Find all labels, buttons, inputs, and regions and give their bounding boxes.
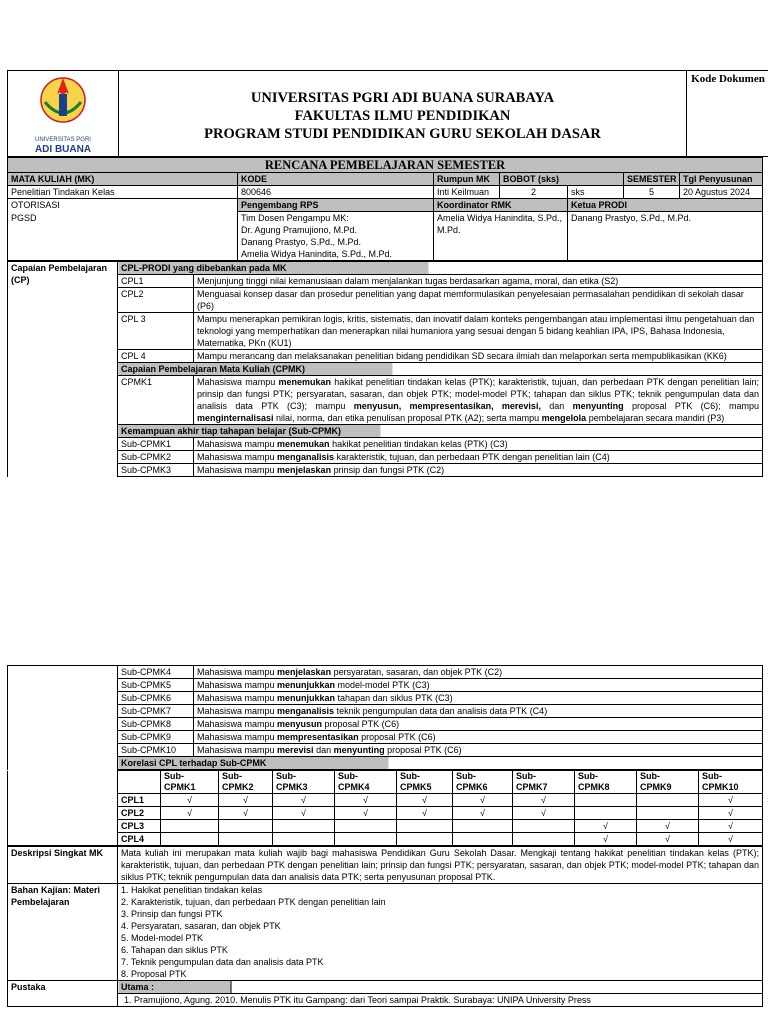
sub-cpmk-header-text: Kemampuan akhir tiap tahapan belajar (Sub-CPMK)	[121, 426, 342, 436]
cpl-code: CPL 3	[118, 313, 194, 350]
pengembang-line: Tim Dosen Pengampu MK:	[241, 213, 349, 223]
korelasi-cell: √	[219, 794, 273, 807]
korelasi-col-header: Sub- CPMK7	[513, 771, 575, 794]
sub-cpmk-text: Mahasiswa mampu mempresentasikan proposal PTK (C6)	[194, 731, 763, 744]
korelasi-cell: √	[575, 820, 637, 833]
korelasi-cell: √	[397, 794, 453, 807]
korelasi-cell	[335, 833, 397, 846]
sub-cpmk-text: Mahasiswa mampu menjelaskan persyaratan, sasaran, dan objek PTK (C2)	[194, 666, 763, 679]
korelasi-col-header: Sub- CPMK8	[575, 771, 637, 794]
korelasi-row-label: CPL2	[118, 807, 161, 820]
cpl-header-text: CPL-PRODI yang dibebankan pada MK	[121, 263, 287, 273]
cpl-code: CPL2	[118, 288, 194, 313]
korelasi-cell: √	[637, 833, 699, 846]
korelasi-cell: √	[335, 794, 397, 807]
korelasi-cell	[335, 820, 397, 833]
pengembang-line: Dr. Agung Pramujiono, M.Pd.	[241, 225, 358, 235]
cp-label	[8, 262, 118, 477]
korelasi-cell: √	[699, 807, 763, 820]
korelasi-cell	[397, 833, 453, 846]
sub-cpmk-table	[7, 665, 763, 770]
korelasi-cell	[513, 820, 575, 833]
sub-cpmk-code: Sub-CPMK9	[118, 731, 194, 744]
korelasi-cell: √	[273, 794, 335, 807]
korelasi-cell: √	[453, 807, 513, 820]
pengembang-line: Amelia Widya Hanindita, S.Pd., M.Pd.	[241, 249, 393, 259]
korelasi-cell: √	[273, 807, 335, 820]
program-name: PROGRAM STUDI PENDIDIKAN GURU SEKOLAH DASAR	[204, 125, 601, 142]
otorisasi-label: OTORISASI	[8, 199, 238, 212]
cpl-code: CPL 4	[118, 350, 194, 363]
korelasi-cell: √	[699, 820, 763, 833]
sub-cpmk-code: Sub-CPMK1	[118, 438, 194, 451]
korelasi-cell	[453, 833, 513, 846]
sub-cpmk-code: Sub-CPMK3	[118, 464, 194, 477]
list-item: 5. Model-model PTK	[121, 933, 204, 943]
label-tgl: Tgl Penyusunan	[680, 173, 763, 186]
logo-text-top: UNIVERSITAS PGRI	[35, 137, 91, 143]
korelasi-cell: √	[575, 833, 637, 846]
sub-cpmk-text: Mahasiswa mampu menyusun proposal PTK (C6)	[194, 718, 763, 731]
korelasi-cell	[219, 833, 273, 846]
cp-label-line: Capaian Pembelajaran	[11, 263, 108, 273]
korelasi-cell: √	[637, 820, 699, 833]
ketua-label: Ketua PRODI	[568, 199, 763, 212]
korelasi-cell: √	[161, 794, 219, 807]
page-1	[7, 70, 765, 477]
korelasi-col-header: Sub- CPMK3	[273, 771, 335, 794]
cpmk-header-text: Capaian Pembelajaran Mata Kuliah (CPMK)	[121, 364, 306, 374]
korelasi-cell	[513, 833, 575, 846]
sub-cpmk-text: Mahasiswa mampu menjelaskan prinsip dan fungsi PTK (C2)	[194, 464, 763, 477]
korelasi-cell	[161, 820, 219, 833]
cpmk-text: Mahasiswa mampu menemukan hakikat penelitian tindakan kelas (PTK); karakteristik, tujuan, dan perbedaan PTK dengan penelitian lain; prinsip dan fungsi PTK; persyaratan, sasaran, dan objek PTK; model-model PTK; tahapan dan siklus PTK; teknik pengumpulan data dan analisis data PTK (C3); mampu menyusun, mempresentasikan, merevisi, dan menyunting proposal PTK (C6); mampu menginternalisasi nilai, norma, dan etika penulisan proposal PTK (A2); serta mampu mengelola pembelajaran secara mandiri (P3)	[194, 376, 763, 425]
empty-label-cell	[8, 666, 118, 770]
list-item: 4. Persyaratan, sasaran, dan objek PTK	[121, 921, 281, 931]
course-sks: sks	[568, 186, 624, 199]
bahan-label-line: Bahan Kajian: Materi	[11, 885, 101, 895]
korelasi-col-header: Sub- CPMK2	[219, 771, 273, 794]
korelasi-col-header: Sub- CPMK10	[699, 771, 763, 794]
koordinator-cell	[434, 212, 568, 261]
bahan-label-line: Pembelajaran	[11, 897, 70, 907]
cpl-header	[118, 262, 763, 275]
sub-cpmk-code: Sub-CPMK10	[118, 744, 194, 757]
list-item: 8. Proposal PTK	[121, 969, 187, 979]
sub-cpmk-code: Sub-CPMK7	[118, 705, 194, 718]
pustaka-utama	[118, 981, 763, 994]
korelasi-row-label: CPL4	[118, 833, 161, 846]
korelasi-cell: √	[335, 807, 397, 820]
cpl-text: Mampu merancang dan melaksanakan penelitian bidang pendidikan SD secara ilmiah dan melaporkan serta mempublikasikan (KK6)	[194, 350, 763, 363]
korelasi-cell: √	[453, 794, 513, 807]
korelasi-cell: √	[397, 807, 453, 820]
koordinator-line: Amelia Widya Hanindita, S.Pd.,	[437, 213, 563, 223]
pustaka-item: 1. Pramujiono, Agung. 2010. Menulis PTK itu Gampang: dari Teori sampai Praktik. Surabaya: UNIPA University Press	[118, 994, 763, 1007]
label-bobot: BOBOT (sks)	[500, 173, 624, 186]
title-cell	[119, 71, 687, 157]
university-name: UNIVERSITAS PGRI ADI BUANA SURABAYA	[250, 89, 555, 106]
korelasi-header	[118, 757, 763, 770]
cpl-text: Mampu menerapkan pemikiran logis, kritis, sistematis, dan inovatif dalam konteks pengembangan atau implementasi ilmu pengetahuan dan teknologi yang memperhatikan dan menerapkan nilai humaniora yang sesuai dengan 5 bidang keahlian IPA, IPS, Bahasa Indonesia, Matematika, PKn (KU1)	[194, 313, 763, 350]
korelasi-cell	[397, 820, 453, 833]
pengembang-cell	[238, 212, 434, 261]
deskripsi-label: Deskripsi Singkat MK	[8, 847, 118, 884]
list-item: 6. Tahapan dan siklus PTK	[121, 945, 228, 955]
deskripsi-text: Mata kuliah ini merupakan mata kuliah wajib bagi mahasiswa Pendidikan Guru Sekolah Dasar. Mengkaji tentang hakikat penelitian tindakan kelas (PTK); karakteristik, tujuan, dan perbedaan PTK dengan penelitian lain; prinsip dan fungsi PTK; persyaratan, sasaran, dan objek PTK; model-model PTK; tahapan dan siklus PTK; teknik pengumpulan data dan analisis data PTK; serta penyusunan proposal PTK.	[118, 847, 763, 884]
sub-cpmk-code: Sub-CPMK5	[118, 679, 194, 692]
korelasi-col-header: Sub- CPMK5	[397, 771, 453, 794]
korelasi-header-text: Korelasi CPL terhadap Sub-CPMK	[121, 758, 267, 768]
page-2	[7, 665, 762, 1007]
korelasi-col-header: Sub- CPMK1	[161, 771, 219, 794]
korelasi-cell	[575, 807, 637, 820]
ketua-value: Danang Prastyo, S.Pd., M.Pd.	[568, 212, 763, 261]
list-item: 1. Hakikat penelitian tindakan kelas	[121, 885, 263, 895]
koordinator-line: M.Pd.	[437, 225, 461, 235]
korelasi-col-header: Sub- CPMK9	[637, 771, 699, 794]
list-item: 7. Teknik pengumpulan data dan analisis data PTK	[121, 957, 324, 967]
list-item: 3. Prinsip dan fungsi PTK	[121, 909, 223, 919]
info-table	[7, 846, 763, 1007]
sub-cpmk-text: Mahasiswa mampu menunjukkan tahapan dan siklus PTK (C3)	[194, 692, 763, 705]
bahan-label	[8, 884, 118, 981]
rps-table	[7, 157, 763, 261]
korelasi-cell: √	[161, 807, 219, 820]
korelasi-cell: √	[513, 794, 575, 807]
korelasi-cell	[273, 820, 335, 833]
cpmk-header	[118, 363, 763, 376]
sub-cpmk-header	[118, 425, 763, 438]
label-rumpun: Rumpun MK	[434, 173, 500, 186]
header-table	[7, 70, 768, 157]
korelasi-col-header: Sub- CPMK4	[335, 771, 397, 794]
pustaka-label: Pustaka	[8, 981, 118, 1007]
korelasi-cell: √	[699, 794, 763, 807]
korelasi-cell: √	[513, 807, 575, 820]
korelasi-table	[7, 770, 763, 846]
cp-table	[7, 261, 763, 477]
rps-title: RENCANA PEMBELAJARAN SEMESTER	[8, 158, 763, 173]
faculty-name: FAKULTAS ILMU PENDIDIKAN	[294, 107, 511, 124]
sub-cpmk-code: Sub-CPMK6	[118, 692, 194, 705]
korelasi-cell	[575, 794, 637, 807]
sub-cpmk-code: Sub-CPMK4	[118, 666, 194, 679]
course-rumpun: Inti Keilmuan	[434, 186, 500, 199]
logo-cell	[8, 71, 119, 157]
label-mk: MATA KULIAH (MK)	[8, 173, 238, 186]
course-name: Penelitian Tindakan Kelas	[8, 186, 238, 199]
university-logo-icon	[33, 72, 93, 134]
sub-cpmk-text: Mahasiswa mampu menganalisis karakteristik, tujuan, dan perbedaan PTK dengan penelitian lain (C4)	[194, 451, 763, 464]
korelasi-col-header: Sub- CPMK6	[453, 771, 513, 794]
cpl-text: Menguasai konsep dasar dan prosedur penelitian yang dapat memformulasikan penyelesaian permasalahan pendidikan di sekolah dasar (P6)	[194, 288, 763, 313]
course-tgl: 20 Agustus 2024	[680, 186, 763, 199]
korelasi-cell	[273, 833, 335, 846]
sub-cpmk-text: Mahasiswa mampu merevisi dan menyunting proposal PTK (C6)	[194, 744, 763, 757]
korelasi-row-label: CPL3	[118, 820, 161, 833]
sub-cpmk-text: Mahasiswa mampu menganalisis teknik pengumpulan data dan analisis data PTK (C4)	[194, 705, 763, 718]
otorisasi-value: PGSD	[8, 212, 238, 261]
label-kode: KODE	[238, 173, 434, 186]
korelasi-cell: √	[219, 807, 273, 820]
pustaka-utama-text: Utama :	[121, 982, 155, 992]
course-semester: 5	[624, 186, 680, 199]
doc-code-cell	[687, 71, 768, 157]
label-semester: SEMESTER	[624, 173, 680, 186]
sub-cpmk-text: Mahasiswa mampu menunjukkan model-model PTK (C3)	[194, 679, 763, 692]
korelasi-corner	[118, 771, 161, 794]
doc-code-label: Kode Dokumen	[691, 73, 765, 85]
pengembang-line: Danang Prastyo, S.Pd., M.Pd.	[241, 237, 362, 247]
korelasi-cell	[453, 820, 513, 833]
korelasi-cell	[219, 820, 273, 833]
korelasi-cell	[637, 794, 699, 807]
pengembang-label: Pengembang RPS	[238, 199, 434, 212]
course-kode: 800646	[238, 186, 434, 199]
cpl-code: CPL1	[118, 275, 194, 288]
koordinator-label: Koordinator RMK	[434, 199, 568, 212]
cp-label-line: (CP)	[11, 275, 30, 285]
sub-cpmk-code: Sub-CPMK8	[118, 718, 194, 731]
sub-cpmk-text: Mahasiswa mampu menemukan hakikat penelitian tindakan kelas (PTK) (C3)	[194, 438, 763, 451]
korelasi-cell	[637, 807, 699, 820]
logo-text-bottom: ADI BUANA	[34, 144, 92, 155]
cpmk-code: CPMK1	[118, 376, 194, 425]
bahan-list	[118, 884, 763, 981]
course-bobot: 2	[500, 186, 568, 199]
empty-label-cell	[8, 771, 118, 846]
cpl-text: Menjunjung tinggi nilai kemanusiaan dalam menjalankan tugas berdasarkan agama, moral, dan etika (S2)	[194, 275, 763, 288]
korelasi-row-label: CPL1	[118, 794, 161, 807]
korelasi-cell	[161, 833, 219, 846]
sub-cpmk-code: Sub-CPMK2	[118, 451, 194, 464]
list-item: 2. Karakteristik, tujuan, dan perbedaan PTK dengan penelitian lain	[121, 897, 386, 907]
korelasi-cell: √	[699, 833, 763, 846]
